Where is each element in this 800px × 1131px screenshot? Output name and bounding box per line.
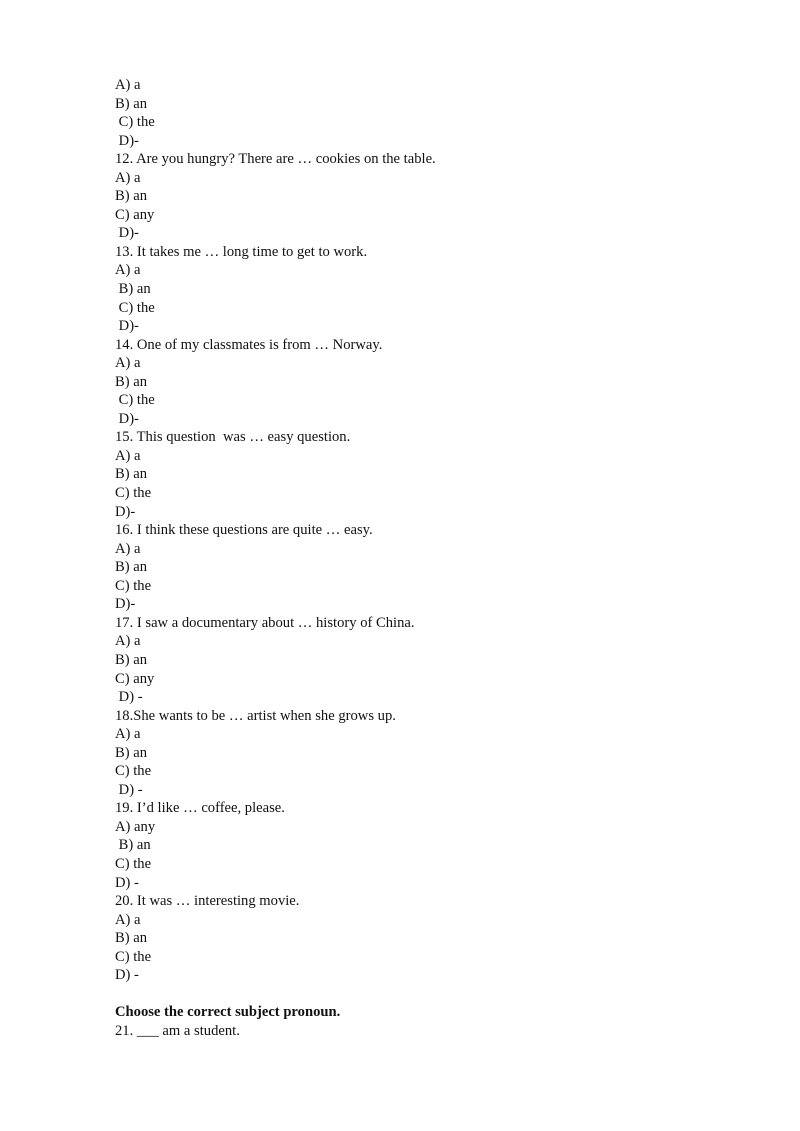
- option-c: C) the: [115, 763, 152, 780]
- question-18: [115, 707, 755, 800]
- question-prompt: 20. It was … interesting movie.: [115, 893, 300, 910]
- option-b: B) an: [115, 837, 151, 854]
- option-b: B) an: [115, 559, 148, 576]
- question-21-prompt: 21. ___ am a student.: [115, 1022, 240, 1039]
- option-b: B) an: [115, 281, 151, 298]
- question-prompt: 16. I think these questions are quite … easy.: [115, 522, 373, 539]
- question-13: [115, 243, 755, 336]
- option-d: D)-: [115, 318, 139, 335]
- question-prompt: 17. I saw a documentary about … history of China.: [115, 614, 415, 631]
- option-c: C) any: [115, 670, 155, 687]
- question-prompt: 14. One of my classmates is from … Norway.: [115, 336, 383, 353]
- option-a: A) a: [115, 355, 141, 372]
- option-d: D)-: [115, 132, 139, 149]
- option-a: A) a: [115, 726, 141, 743]
- option-a: A) a: [115, 911, 141, 928]
- option-a: A) a: [115, 540, 141, 557]
- option-b: B) an: [115, 466, 148, 483]
- section-heading: Choose the correct subject pronoun.: [115, 1004, 341, 1021]
- option-d: D) -: [115, 874, 139, 891]
- question-20: [115, 892, 755, 985]
- option-d: D)-: [115, 503, 136, 520]
- option-a: A) a: [115, 633, 141, 650]
- option-d: D)-: [115, 410, 139, 427]
- option-c: C) the: [115, 577, 152, 594]
- question-15: [115, 428, 755, 521]
- leading-options: [115, 76, 755, 150]
- option-c: C) the: [115, 485, 152, 502]
- question-17: [115, 614, 755, 707]
- option-a: A) a: [115, 262, 141, 279]
- option-c: C) the: [115, 114, 155, 131]
- option-c: C) the: [115, 299, 155, 316]
- option-c: C) any: [115, 206, 155, 223]
- question-12: [115, 150, 755, 243]
- question-prompt: 19. I’d like … coffee, please.: [115, 800, 285, 817]
- question-prompt: 15. This question was … easy question.: [115, 429, 351, 446]
- option-d: D) -: [115, 689, 143, 706]
- option-a: A) any: [115, 818, 156, 835]
- option-a: A) a: [115, 77, 141, 93]
- option-a: A) a: [115, 447, 141, 464]
- question-prompt: 18.She wants to be … artist when she grows up.: [115, 707, 396, 724]
- question-16: [115, 521, 755, 614]
- option-d: D)-: [115, 225, 139, 242]
- option-c: C) the: [115, 392, 155, 409]
- option-a: A) a: [115, 169, 141, 186]
- option-c: C) the: [115, 948, 152, 965]
- question-prompt: 13. It takes me … long time to get to work.: [115, 243, 368, 260]
- question-prompt: 12. Are you hungry? There are … cookies on the table.: [115, 151, 436, 168]
- option-b: B) an: [115, 930, 148, 947]
- question-19: [115, 799, 755, 892]
- option-b: B) an: [115, 744, 148, 761]
- option-b: B) an: [115, 188, 148, 205]
- worksheet-content: [115, 76, 755, 1040]
- option-b: B) an: [115, 95, 148, 112]
- question-14: [115, 336, 755, 429]
- option-d: D) -: [115, 781, 143, 798]
- option-d: D) -: [115, 967, 139, 984]
- option-d: D)-: [115, 596, 136, 613]
- option-b: B) an: [115, 373, 148, 390]
- option-b: B) an: [115, 651, 148, 668]
- option-c: C) the: [115, 855, 152, 872]
- blank-line: [115, 985, 755, 1004]
